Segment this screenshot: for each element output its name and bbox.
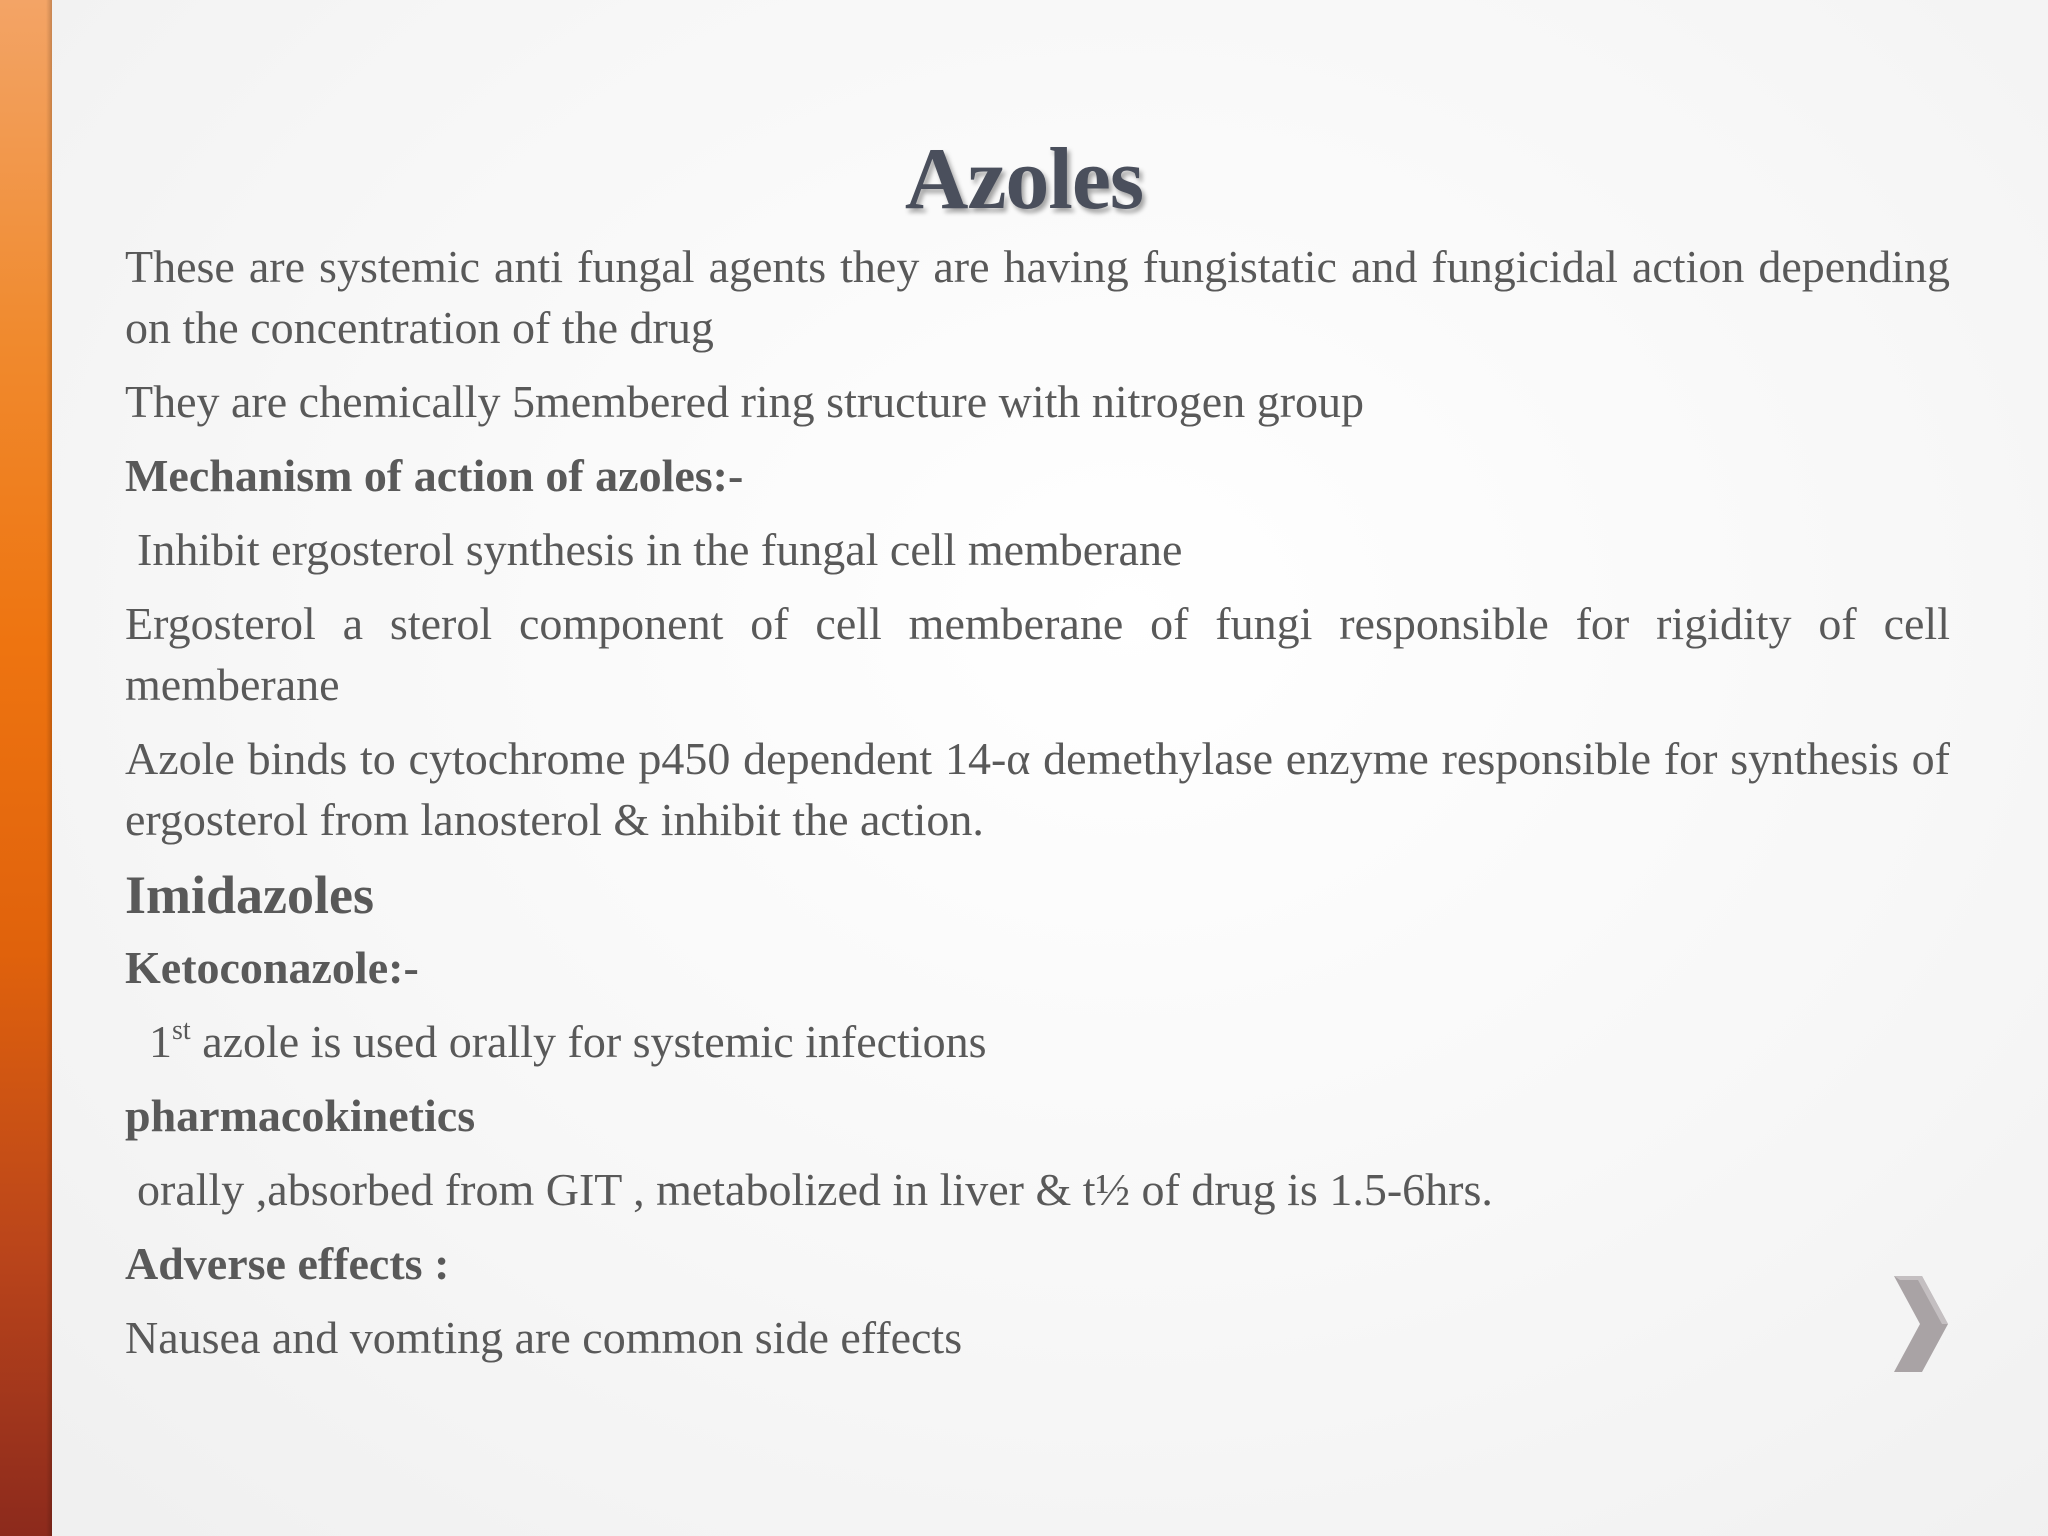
intro-paragraph: These are systemic anti fungal agents they are having fungistatic and fungicidal action depending on the concentration of the drug: [125, 241, 1950, 353]
pharmacokinetics-text: orally ,absorbed from GIT , metabolized in liver & t½ of drug is 1.5-6hrs.: [137, 1164, 1493, 1215]
ergosterol-paragraph: Ergosterol a sterol component of cell memberane of fungi responsible for rigidity of cell memberane: [125, 598, 1950, 710]
ketoconazole-usage-text: azole is used orally for systemic infections: [190, 1016, 987, 1067]
next-slide-button[interactable]: [1888, 1268, 1952, 1380]
mechanism-heading: Mechanism of action of azoles:-: [125, 450, 744, 501]
imidazoles-heading: Imidazoles: [125, 865, 374, 925]
slide-body: [125, 236, 1950, 1381]
chevron-right-icon: [1888, 1268, 1952, 1380]
ordinal-suffix: st: [172, 1015, 191, 1046]
structure-paragraph: They are chemically 5membered ring structure with nitrogen group: [125, 376, 1365, 427]
accent-side-bar: [0, 0, 52, 1536]
ketoconazole-ordinal: 1: [149, 1016, 172, 1067]
mechanism-point: Inhibit ergosterol synthesis in the fungal cell memberane: [137, 524, 1183, 575]
slide-title: Azoles: [904, 131, 1144, 228]
azole-binding-paragraph: Azole binds to cytochrome p450 dependent 14-α demethylase enzyme responsible for synthesis of ergosterol from lanosterol & inhibit the action.: [125, 733, 1950, 845]
ketoconazole-usage: [125, 1011, 1950, 1072]
ketoconazole-heading: Ketoconazole:-: [125, 942, 419, 993]
adverse-effects-heading: Adverse effects :: [125, 1238, 450, 1289]
pharmacokinetics-heading: pharmacokinetics: [125, 1090, 476, 1141]
adverse-effects-text: Nausea and vomting are common side effects: [125, 1312, 963, 1363]
